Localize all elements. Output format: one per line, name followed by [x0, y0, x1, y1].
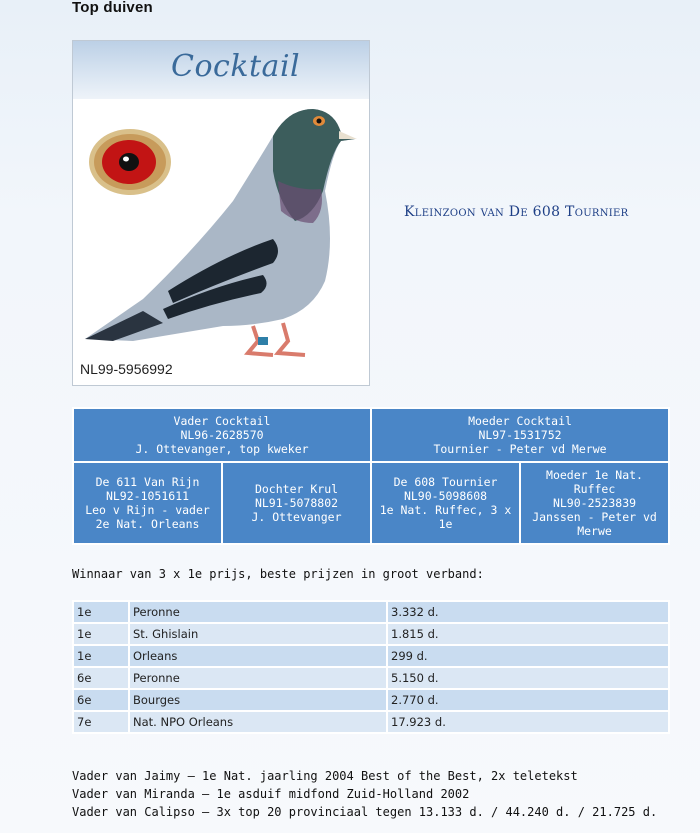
bird-name-title: Cocktail — [171, 49, 301, 84]
pedigree-table — [72, 407, 670, 545]
result-place: 6e — [74, 668, 128, 688]
pedigree-grandparent-cell — [372, 463, 519, 543]
result-race: Peronne — [130, 602, 386, 622]
pedigree-grandparent-ring: NL90-2523839 — [552, 496, 637, 510]
pedigree-grandparent-title: De 608 Tournier — [393, 475, 498, 489]
ring-number: NL99-5956992 — [80, 361, 173, 377]
result-place: 7e — [74, 712, 128, 732]
result-race: Bourges — [130, 690, 386, 710]
pedigree-grandparent-title: Moeder 1e Nat. Ruffec — [546, 468, 643, 496]
bird-subtitle: Kleinzoon van De 608 Tournier — [404, 204, 629, 220]
offspring-line: Vader van Jaimy – 1e Nat. jaarling 2004 Best of the Best, 2x teletekst — [72, 769, 578, 783]
result-birds: 299 d. — [388, 646, 668, 666]
pedigree-father-ring: NL96-2628570 — [180, 428, 264, 442]
table-row — [74, 624, 668, 644]
result-race: St. Ghislain — [130, 624, 386, 644]
pedigree-grandparent-cell — [74, 463, 221, 543]
result-place: 1e — [74, 646, 128, 666]
offspring-list — [72, 767, 657, 821]
pedigree-grandparent-ring: NL90-5098608 — [403, 489, 488, 503]
result-birds: 1.815 d. — [388, 624, 668, 644]
result-race: Orleans — [130, 646, 386, 666]
results-intro: Winnaar van 3 x 1e prijs, beste prijzen in groot verband: — [72, 567, 484, 581]
result-birds: 3.332 d. — [388, 602, 668, 622]
pedigree-mother-title: Moeder Cocktail — [468, 414, 572, 428]
result-place: 1e — [74, 624, 128, 644]
result-race: Nat. NPO Orleans — [130, 712, 386, 732]
page-title: Top duiven — [72, 0, 153, 16]
result-race: Peronne — [130, 668, 386, 688]
table-row — [74, 690, 668, 710]
pedigree-grandparent-cell — [223, 463, 370, 543]
pigeon-illustration — [73, 41, 369, 385]
table-row — [74, 668, 668, 688]
pedigree-mother-cell — [372, 409, 668, 461]
results-table — [72, 600, 670, 734]
pigeon-photo — [72, 40, 370, 386]
pedigree-grandparent-title: De 611 Van Rijn — [95, 475, 200, 489]
table-row — [74, 602, 668, 622]
table-row — [74, 646, 668, 666]
pedigree-grandparent-note: 1e Nat. Ruffec, 3 x 1e — [379, 503, 512, 531]
pigeon-eye-image — [89, 129, 171, 195]
pedigree-mother-ring: NL97-1531752 — [478, 428, 562, 442]
result-birds: 5.150 d. — [388, 668, 668, 688]
result-place: 1e — [74, 602, 128, 622]
pedigree-father-note: J. Ottevanger, top kweker — [135, 442, 309, 456]
result-place: 6e — [74, 690, 128, 710]
pedigree-father-title: Vader Cocktail — [173, 414, 271, 428]
pedigree-grandparent-title: Dochter Krul — [254, 482, 339, 496]
offspring-line: Vader van Miranda – 1e asduif midfond Zuid-Holland 2002 — [72, 787, 470, 801]
pedigree-grandparent-note: J. Ottevanger — [251, 510, 342, 524]
result-birds: 17.923 d. — [388, 712, 668, 732]
pedigree-grandparent-ring: NL91-5078802 — [254, 496, 339, 510]
pedigree-father-cell — [74, 409, 370, 461]
pedigree-grandparent-note: Janssen - Peter vd Merwe — [532, 510, 657, 538]
pedigree-mother-note: Tournier - Peter vd Merwe — [433, 442, 607, 456]
pedigree-grandparent-cell — [521, 463, 668, 543]
result-birds: 2.770 d. — [388, 690, 668, 710]
table-row — [74, 712, 668, 732]
pedigree-grandparent-ring: NL92-1051611 — [105, 489, 190, 503]
offspring-line: Vader van Calipso – 3x top 20 provinciaal tegen 13.133 d. / 44.240 d. / 21.725 d. — [72, 805, 658, 819]
pedigree-grandparent-note: Leo v Rijn - vader 2e Nat. Orleans — [85, 503, 210, 531]
